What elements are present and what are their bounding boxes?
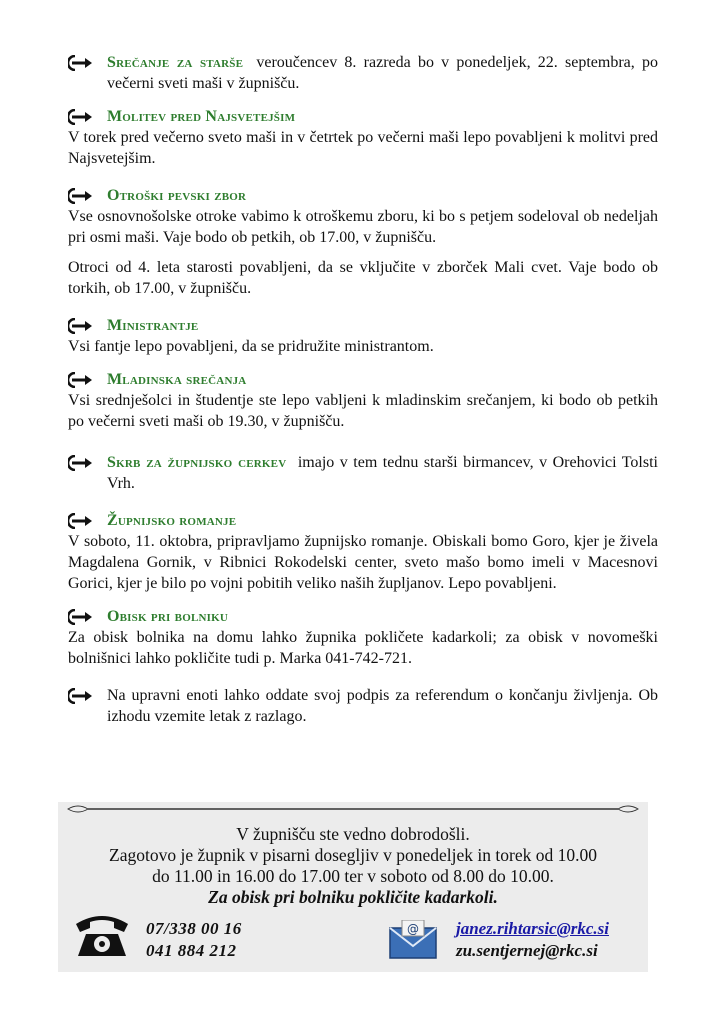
section-paragraph: Za obisk bolnika na domu lahko župnika pokličete kadarkoli; za obisk v novomeški bolnišnici lahko pokličite tudi p. Marka 041-742-721. (68, 629, 658, 667)
section-text: Skrb za župnijsko cerkev imajo v tem tednu starši birmancev, v Orehovici Tolsti Vrh. (107, 454, 658, 492)
section-text: Na upravni enoti lahko oddate svoj podpis za referendum o končanju življenja. Ob izhodu vzemite letak z razlago. (107, 687, 658, 725)
arrow-bullet-icon (68, 688, 94, 704)
footer-line: Zagotovo je župnik v pisarni dosegljiv v ponedeljek in torek od 10.00 (109, 845, 597, 865)
bulletin-page (68, 52, 658, 739)
arrow-bullet-icon (68, 455, 94, 471)
section-paragraph: Vse osnovnošolske otroke vabimo k otroškemu zboru, ki bo s petjem sodeloval ob nedeljah pri osmi maši. Vaje bodo ob petkih, ob 17.00, v župnišču. (68, 208, 658, 246)
section-title: Ministrantje (107, 317, 199, 334)
footer-line: V župnišču ste vedno dobrodošli. (236, 824, 470, 844)
email-link[interactable]: janez.rihtarsic@rkc.si (456, 919, 609, 938)
section-mladinska (68, 369, 658, 432)
contact-footer (58, 802, 648, 972)
section-text: Srečanje za starše veroučencev 8. razreda bo v ponedeljek, 22. septembra, po večerni sveti maši v župnišču. (107, 54, 658, 92)
ornamental-divider (58, 802, 648, 816)
section-title: Mladinska srečanja (107, 371, 247, 388)
section-title: Skrb za župnijsko cerkev (107, 454, 287, 471)
phone-number: 041 884 212 (146, 941, 237, 960)
section-paragraph: V torek pred večerno sveto maši in v četrtek po večerni maši lepo povabljeni k molitvi pred Najsvetejšim. (68, 129, 658, 167)
section-paragraph: Vsi srednješolci in študentje ste lepo vabljeni k mladinskim srečanjem, ki bodo ob petkih po večerni sveti maši ob 19.30, v župnišču. (68, 392, 658, 430)
section-romanje (68, 510, 658, 594)
footer-line-emphasis: Za obisk pri bolniku pokličite kadarkoli. (208, 887, 498, 907)
phone-number: 07/338 00 16 (146, 919, 242, 938)
section-paragraph: Otroci od 4. leta starosti povabljeni, da se vključite v zborček Mali cvet. Vaje bodo ob torkih, ob 17.00, v župnišču. (68, 259, 658, 297)
email-envelope-icon (388, 920, 438, 960)
svg-text:@: @ (407, 922, 419, 936)
section-paragraph: V soboto, 11. oktobra, pripravljamo župnijsko romanje. Obiskali bomo Goro, kjer je živela Magdalena Gornik, v Ribnici Rokodelski center, sveto mašo bomo imeli v Macesnovi Gorici, kjer je bilo po vojni pobitih veliko naših župljanov. Lepo povabljeni. (68, 533, 658, 592)
arrow-bullet-icon (68, 609, 94, 625)
arrow-bullet-icon (68, 372, 94, 388)
section-ministranti (68, 315, 658, 357)
section-title: Župnijsko romanje (107, 512, 237, 529)
section-referendum (68, 685, 658, 727)
section-title: Otroški pevski zbor (107, 187, 247, 204)
section-skrb (68, 452, 658, 494)
section-paragraph: Vsi fantje lepo povabljeni, da se pridružite ministrantom. (68, 338, 434, 355)
telephone-icon (72, 910, 132, 960)
section-zbor (68, 185, 658, 299)
email-address: zu.sentjernej@rkc.si (456, 941, 598, 960)
footer-info (58, 824, 648, 908)
phone-numbers (146, 918, 242, 962)
section-title: Molitev pred Najsvetejšim (107, 108, 296, 125)
arrow-bullet-icon (68, 318, 94, 334)
arrow-bullet-icon (68, 188, 94, 204)
email-addresses (456, 918, 609, 962)
section-title: Srečanje za starše (107, 54, 244, 71)
section-obisk (68, 606, 658, 669)
section-title: Obisk pri bolniku (107, 608, 229, 625)
footer-line: do 11.00 in 16.00 do 17.00 ter v soboto od 8.00 do 10.00. (152, 866, 554, 886)
arrow-bullet-icon (68, 55, 94, 71)
section-molitev (68, 106, 658, 169)
arrow-bullet-icon (68, 513, 94, 529)
section-srecanje (68, 52, 658, 94)
arrow-bullet-icon (68, 109, 94, 125)
